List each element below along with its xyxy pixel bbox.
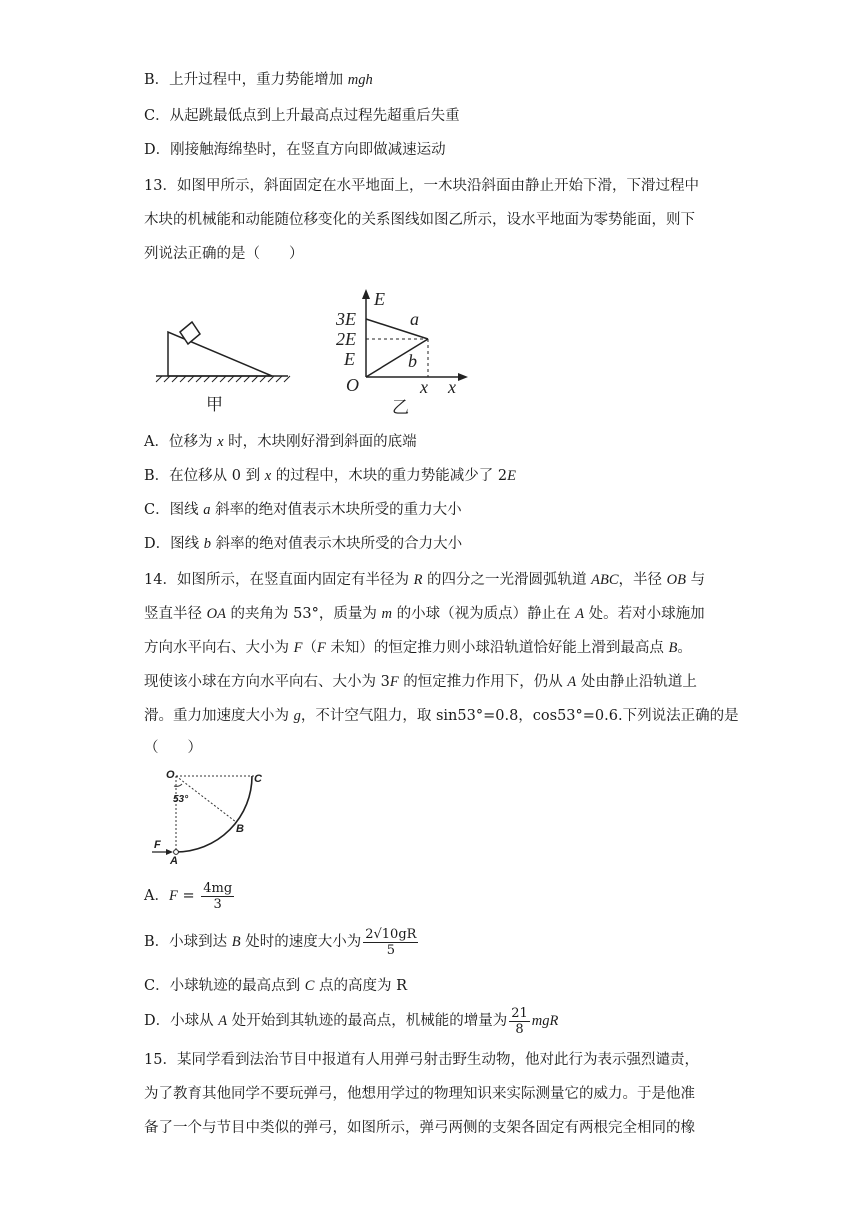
- fig-label-o: O: [166, 769, 175, 781]
- tick-label-x: x: [420, 377, 428, 397]
- fig-label-jia: 甲: [206, 395, 223, 415]
- figure-yi-graph: [330, 285, 480, 415]
- fraction-21-8: $\frac{21}{8}$: [511, 1005, 528, 1037]
- q14-option-d: D．小球从 A 处开始到其轨迹的最高点，机械能的增量为 $\frac{21}{8}$ mgR: [144, 1005, 559, 1037]
- fig-label-b: B: [236, 823, 244, 835]
- origin-label: O: [346, 375, 359, 395]
- tick-label-2e: 2E: [336, 329, 356, 349]
- q13-option-b: B．在位移从 0 到 x 的过程中，木块的重力势能减少了 2E: [144, 468, 516, 484]
- q14-stem-line5: 滑。重力加速度大小为 g，不计空气阻力，取 sin53°=0.8，cos53°=0.6.下列说法正确的是: [144, 708, 739, 724]
- fig-label-a: A: [170, 855, 178, 867]
- q14-option-b: B．小球到达 B 处时的速度大小为 $\frac{2√10gR}{5}$: [144, 926, 417, 958]
- q15-stem-line1: 15．某同学看到法治节目中报道有人用弹弓射击野生动物，他对此行为表示强烈谴责，: [144, 1052, 699, 1068]
- tick-label-3e: 3E: [336, 309, 356, 329]
- line-label-a: a: [410, 309, 419, 329]
- q13-option-c: C．图线 a 斜率的绝对值表示木块所受的重力大小: [144, 502, 462, 518]
- figure-jia-incline: [150, 310, 295, 415]
- q15-stem-line3: 备了一个与节目中类似的弹弓，如图所示，弹弓两侧的支架各固定有两根完全相同的橡: [144, 1120, 695, 1136]
- fig-label-c: C: [254, 773, 262, 785]
- axis-label-x: x: [448, 377, 456, 397]
- q14-stem-line3: 方向水平向右、大小为 F（F 未知）的恒定推力则小球沿轨道恰好能上滑到最高点 B。: [144, 640, 692, 656]
- q14-stem-line6: （ ）: [144, 740, 202, 756]
- q15-stem-line2: 为了教育其他同学不要玩弹弓，他想用学过的物理知识来实际测量它的威力。于是他准: [144, 1086, 695, 1102]
- fraction-4mg-3: $\frac{4mg}{3}$: [203, 880, 233, 912]
- line-label-b: b: [408, 351, 417, 371]
- fraction-velocity: $\frac{2√10gR}{5}$: [365, 926, 417, 958]
- figure-arc-track: [148, 768, 268, 868]
- q12-option-b: B．上升过程中，重力势能增加 mgh: [144, 72, 373, 88]
- fig-label-yi: 乙: [392, 398, 409, 415]
- q12-option-c: C．从起跳最低点到上升最高点过程先超重后失重: [144, 108, 460, 124]
- q13-option-d: D．图线 b 斜率的绝对值表示木块所受的合力大小: [144, 536, 463, 552]
- q13-stem-line2: 木块的机械能和动能随位移变化的关系图线如图乙所示，设水平地面为零势能面，则下: [144, 212, 695, 228]
- fig-label-f: F: [154, 839, 161, 851]
- q13-option-a: A．位移为 x 时，木块刚好滑到斜面的底端: [144, 434, 417, 450]
- fig-label-53: 53°: [173, 794, 189, 805]
- axis-label-e: E: [374, 289, 385, 309]
- q14-stem-line2: 竖直半径 OA 的夹角为 53°，质量为 m 的小球（视为质点）静止在 A 处。若对小球施加: [144, 606, 705, 622]
- q13-stem-line3: 列说法正确的是（ ）: [144, 246, 304, 262]
- q14-stem-line4: 现使该小球在方向水平向右、大小为 3F 的恒定推力作用下，仍从 A 处由静止沿轨道上: [144, 674, 697, 690]
- q13-stem-line1: 13．如图甲所示，斜面固定在水平地面上，一木块沿斜面由静止开始下滑，下滑过程中: [144, 178, 699, 194]
- q14-option-c: C．小球轨迹的最高点到 C 点的高度为 R: [144, 978, 408, 994]
- q14-option-a: A．F = $\frac{4mg}{3}$: [144, 880, 233, 912]
- tick-label-e: E: [344, 349, 355, 369]
- q14-stem-line1: 14．如图所示，在竖直面内固定有半径为 R 的四分之一光滑圆弧轨道 ABC，半径 OB 与: [144, 572, 706, 588]
- q12-option-d: D．刚接触海绵垫时，在竖直方向即做减速运动: [144, 142, 446, 158]
